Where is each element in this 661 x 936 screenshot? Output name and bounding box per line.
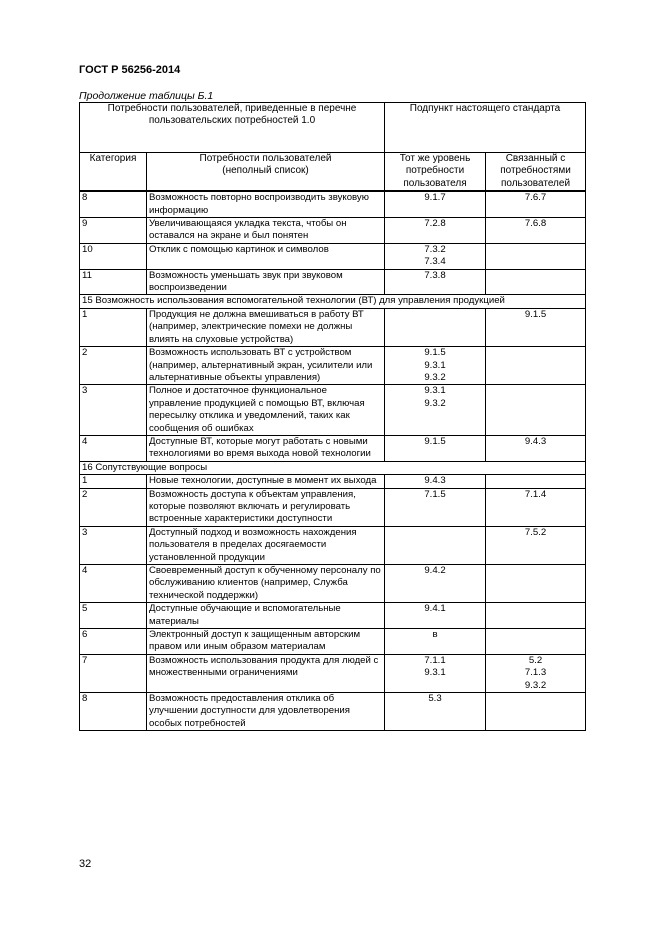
header-same-level: Тот же уровень потребности пользователя (385, 153, 486, 192)
category-cell: 11 (80, 269, 147, 295)
same-level-cell: 9.4.1 (385, 603, 486, 629)
table-row (80, 526, 586, 564)
need-cell: Увеличивающаяся укладка текста, чтобы он оставался на экране и был понятен (147, 218, 385, 244)
need-cell: Возможность использования продукта для людей с множественными ограничениями (147, 654, 385, 692)
category-cell: 1 (80, 475, 147, 488)
table-row (80, 308, 586, 346)
related-cell (486, 475, 586, 488)
same-level-cell (385, 308, 486, 346)
category-cell: 10 (80, 243, 147, 269)
related-cell: 7.1.4 (486, 488, 586, 526)
related-cell: 9.4.3 (486, 435, 586, 461)
related-cell (486, 385, 586, 436)
same-level-cell: 9.1.5 9.3.1 9.3.2 (385, 347, 486, 385)
same-level-cell: 9.4.2 (385, 565, 486, 603)
same-level-cell: 7.1.1 9.3.1 (385, 654, 486, 692)
category-cell: 3 (80, 385, 147, 436)
related-cell: 7.6.7 (486, 191, 586, 217)
section-row (80, 295, 586, 308)
table-row (80, 435, 586, 461)
same-level-cell: 9.4.3 (385, 475, 486, 488)
table-header-row (80, 103, 586, 153)
same-level-cell: 7.2.8 (385, 218, 486, 244)
need-cell: Возможность предоставления отклика об улучшении доступности для удовлетворения особых потребностей (147, 693, 385, 731)
document-code: ГОСТ Р 56256-2014 (79, 64, 181, 76)
need-cell: Отклик с помощью картинок и символов (147, 243, 385, 269)
category-cell: 6 (80, 629, 147, 655)
header-needs-list: Потребности пользователей (неполный список) (147, 153, 385, 192)
header-subclause-title: Подпункт настоящего стандарта (385, 103, 586, 153)
related-cell: 7.5.2 (486, 526, 586, 564)
page-number: 32 (79, 858, 92, 870)
same-level-cell: 5.3 (385, 693, 486, 731)
related-cell (486, 693, 586, 731)
table-row (80, 693, 586, 731)
need-cell: Электронный доступ к защищенным авторским правом или иным образом материалам (147, 629, 385, 655)
need-cell: Полное и достаточное функциональное управление продукцией с помощью ВТ, включая пересылку отклика и уведомлений, таких как сообщения об ошибках (147, 385, 385, 436)
table-row (80, 269, 586, 295)
same-level-cell: 9.1.7 (385, 191, 486, 217)
related-cell: 9.1.5 (486, 308, 586, 346)
section-heading-15: 15 Возможность использования вспомогательной технологии (ВТ) для управления продукцией (80, 295, 586, 308)
need-cell: Возможность доступа к объектам управления, которые позволяют включать и регулировать встроенные характеристики доступности (147, 488, 385, 526)
category-cell: 2 (80, 488, 147, 526)
related-cell (486, 603, 586, 629)
related-cell: 5.2 7.1.3 9.3.2 (486, 654, 586, 692)
table-row (80, 565, 586, 603)
header-related: Связанный с потребностями пользователей (486, 153, 586, 192)
header-needs-title: Потребности пользователей, приведенные в перечне пользовательских потребностей 1.0 (80, 103, 385, 153)
category-cell: 5 (80, 603, 147, 629)
table-row (80, 347, 586, 385)
category-cell: 4 (80, 435, 147, 461)
same-level-cell: 7.1.5 (385, 488, 486, 526)
related-cell (486, 243, 586, 269)
need-cell: Возможность уменьшать звук при звуковом воспроизведении (147, 269, 385, 295)
category-cell: 4 (80, 565, 147, 603)
related-cell (486, 565, 586, 603)
table-row (80, 243, 586, 269)
need-cell: Своевременный доступ к обученному персоналу по обслуживанию клиентов (например, Служба технической поддержки) (147, 565, 385, 603)
need-cell: Доступный подход и возможность нахождения пользователя в пределах досягаемости установленной продукции (147, 526, 385, 564)
same-level-cell: в (385, 629, 486, 655)
same-level-cell: 9.1.5 (385, 435, 486, 461)
table-row (80, 603, 586, 629)
same-level-cell (385, 526, 486, 564)
table-row (80, 191, 586, 217)
table-row (80, 629, 586, 655)
need-cell: Доступные обучающие и вспомогательные материалы (147, 603, 385, 629)
need-cell: Возможность повторно воспроизводить звуковую информацию (147, 191, 385, 217)
section-heading-16: 16 Сопутствующие вопросы (80, 461, 586, 474)
table-row (80, 218, 586, 244)
table-caption: Продолжение таблицы Б.1 (79, 90, 214, 102)
category-cell: 8 (80, 191, 147, 217)
table-row (80, 488, 586, 526)
header-category: Категория (80, 153, 147, 192)
category-cell: 3 (80, 526, 147, 564)
table-row (80, 385, 586, 436)
table-subheader-row (80, 153, 586, 192)
related-cell (486, 347, 586, 385)
same-level-cell: 7.3.2 7.3.4 (385, 243, 486, 269)
need-cell: Продукция не должна вмешиваться в работу ВТ (например, электрические помехи не должны влиять на слуховые устройства) (147, 308, 385, 346)
need-cell: Новые технологии, доступные в момент их выхода (147, 475, 385, 488)
table-row (80, 475, 586, 488)
category-cell: 7 (80, 654, 147, 692)
related-cell (486, 629, 586, 655)
same-level-cell: 9.3.1 9.3.2 (385, 385, 486, 436)
requirements-table (79, 102, 586, 731)
need-cell: Возможность использовать ВТ с устройством (например, альтернативный экран, усилители или альтернативные объекты управления) (147, 347, 385, 385)
section-row (80, 461, 586, 474)
table-row (80, 654, 586, 692)
category-cell: 2 (80, 347, 147, 385)
related-cell (486, 269, 586, 295)
category-cell: 9 (80, 218, 147, 244)
need-cell: Доступные ВТ, которые могут работать с новыми технологиями во время выхода новой технологии (147, 435, 385, 461)
related-cell: 7.6.8 (486, 218, 586, 244)
category-cell: 1 (80, 308, 147, 346)
same-level-cell: 7.3.8 (385, 269, 486, 295)
category-cell: 8 (80, 693, 147, 731)
